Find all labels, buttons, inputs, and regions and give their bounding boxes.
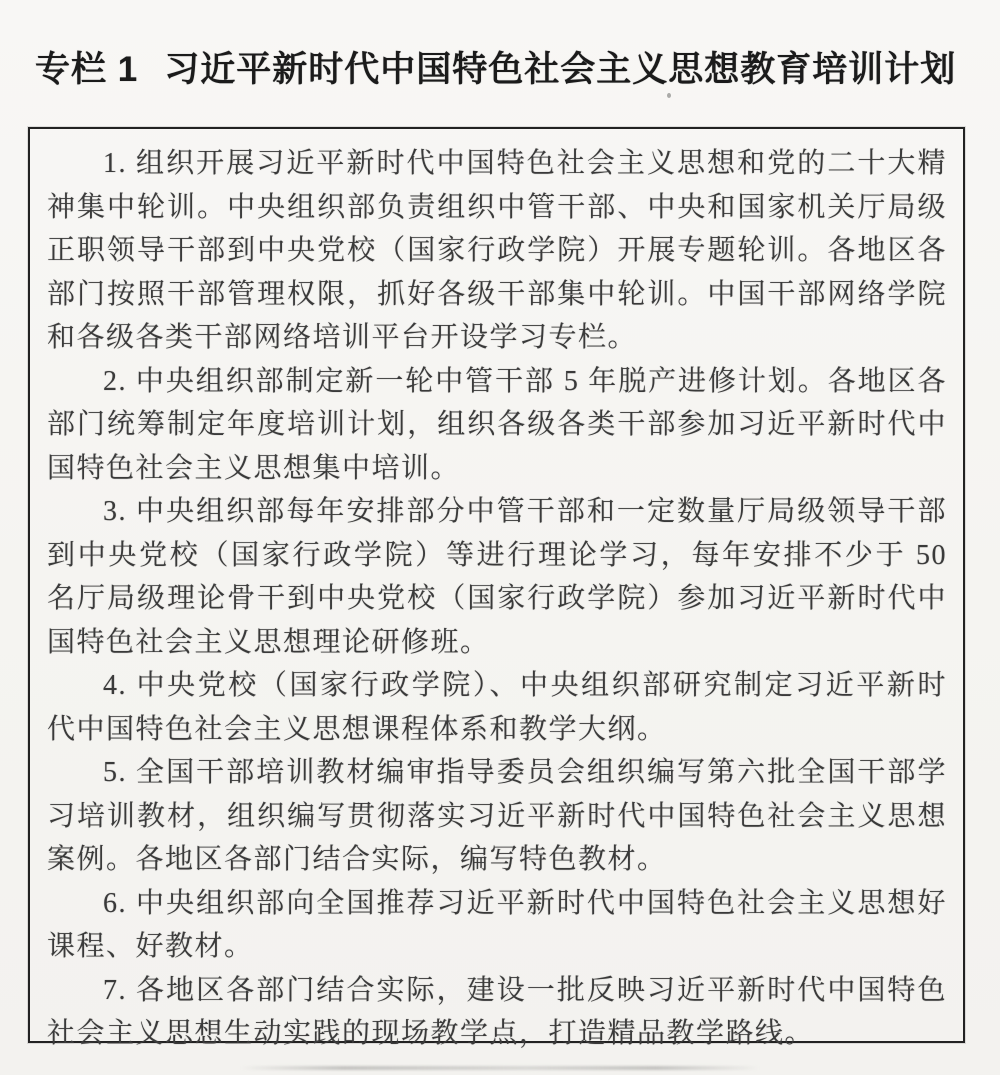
plan-item-1: 1. 组织开展习近平新时代中国特色社会主义思想和党的二十大精神集中轮训。中央组织部负责组织中管干部、中央和国家机关厅局级正职领导干部到中央党校（国家行政学院）开展专题轮训。各地区各部门按照干部管理权限，抓好各级干部集中轮训。中国干部网络学院和各级各类干部网络培训平台开设学习专栏。: [47, 148, 947, 353]
plan-item-3: 3. 中央组织部每年安排部分中管干部和一定数量厅局级领导干部到中央党校（国家行政学院）等进行理论学习，每年安排不少于 50 名厅局级理论骨干到中央党校（国家行政学院）参加习近平新时代中国特色社会主义思想理论研修班。: [47, 496, 947, 658]
column-title-text: 习近平新时代中国特色社会主义思想教育培训计划: [164, 50, 957, 89]
column-title-label: 专栏 1: [35, 50, 139, 89]
plan-box: [28, 127, 965, 1049]
plan-item-5: 5. 全国干部培训教材编审指导委员会组织编写第六批全国干部学习培训教材，组织编写贯彻落实习近平新时代中国特色社会主义思想案例。各地区各部门结合实际，编写特色教材。: [47, 757, 947, 875]
plan-item-2: 2. 中央组织部制定新一轮中管干部 5 年脱产进修计划。各地区各部门统筹制定年度培训计划，组织各级各类干部参加习近平新时代中国特色社会主义思想集中培训。: [47, 365, 947, 484]
plan-item-7: 7. 各地区各部门结合实际，建设一批反映习近平新时代中国特色社会主义思想生动实践的现场教学点，打造精品教学路线。: [47, 974, 947, 1049]
plan-item-4: 4. 中央党校（国家行政学院）、中央组织部研究制定习近平新时代中国特色社会主义思想课程体系和教学大纲。: [47, 670, 947, 745]
scan-artifact-dot: [667, 93, 671, 98]
column-title: [35, 42, 975, 92]
plan-item-6: 6. 中央组织部向全国推荐习近平新时代中国特色社会主义思想好课程、好教材。: [47, 887, 947, 962]
scan-artifact-smudge: [240, 1066, 760, 1070]
